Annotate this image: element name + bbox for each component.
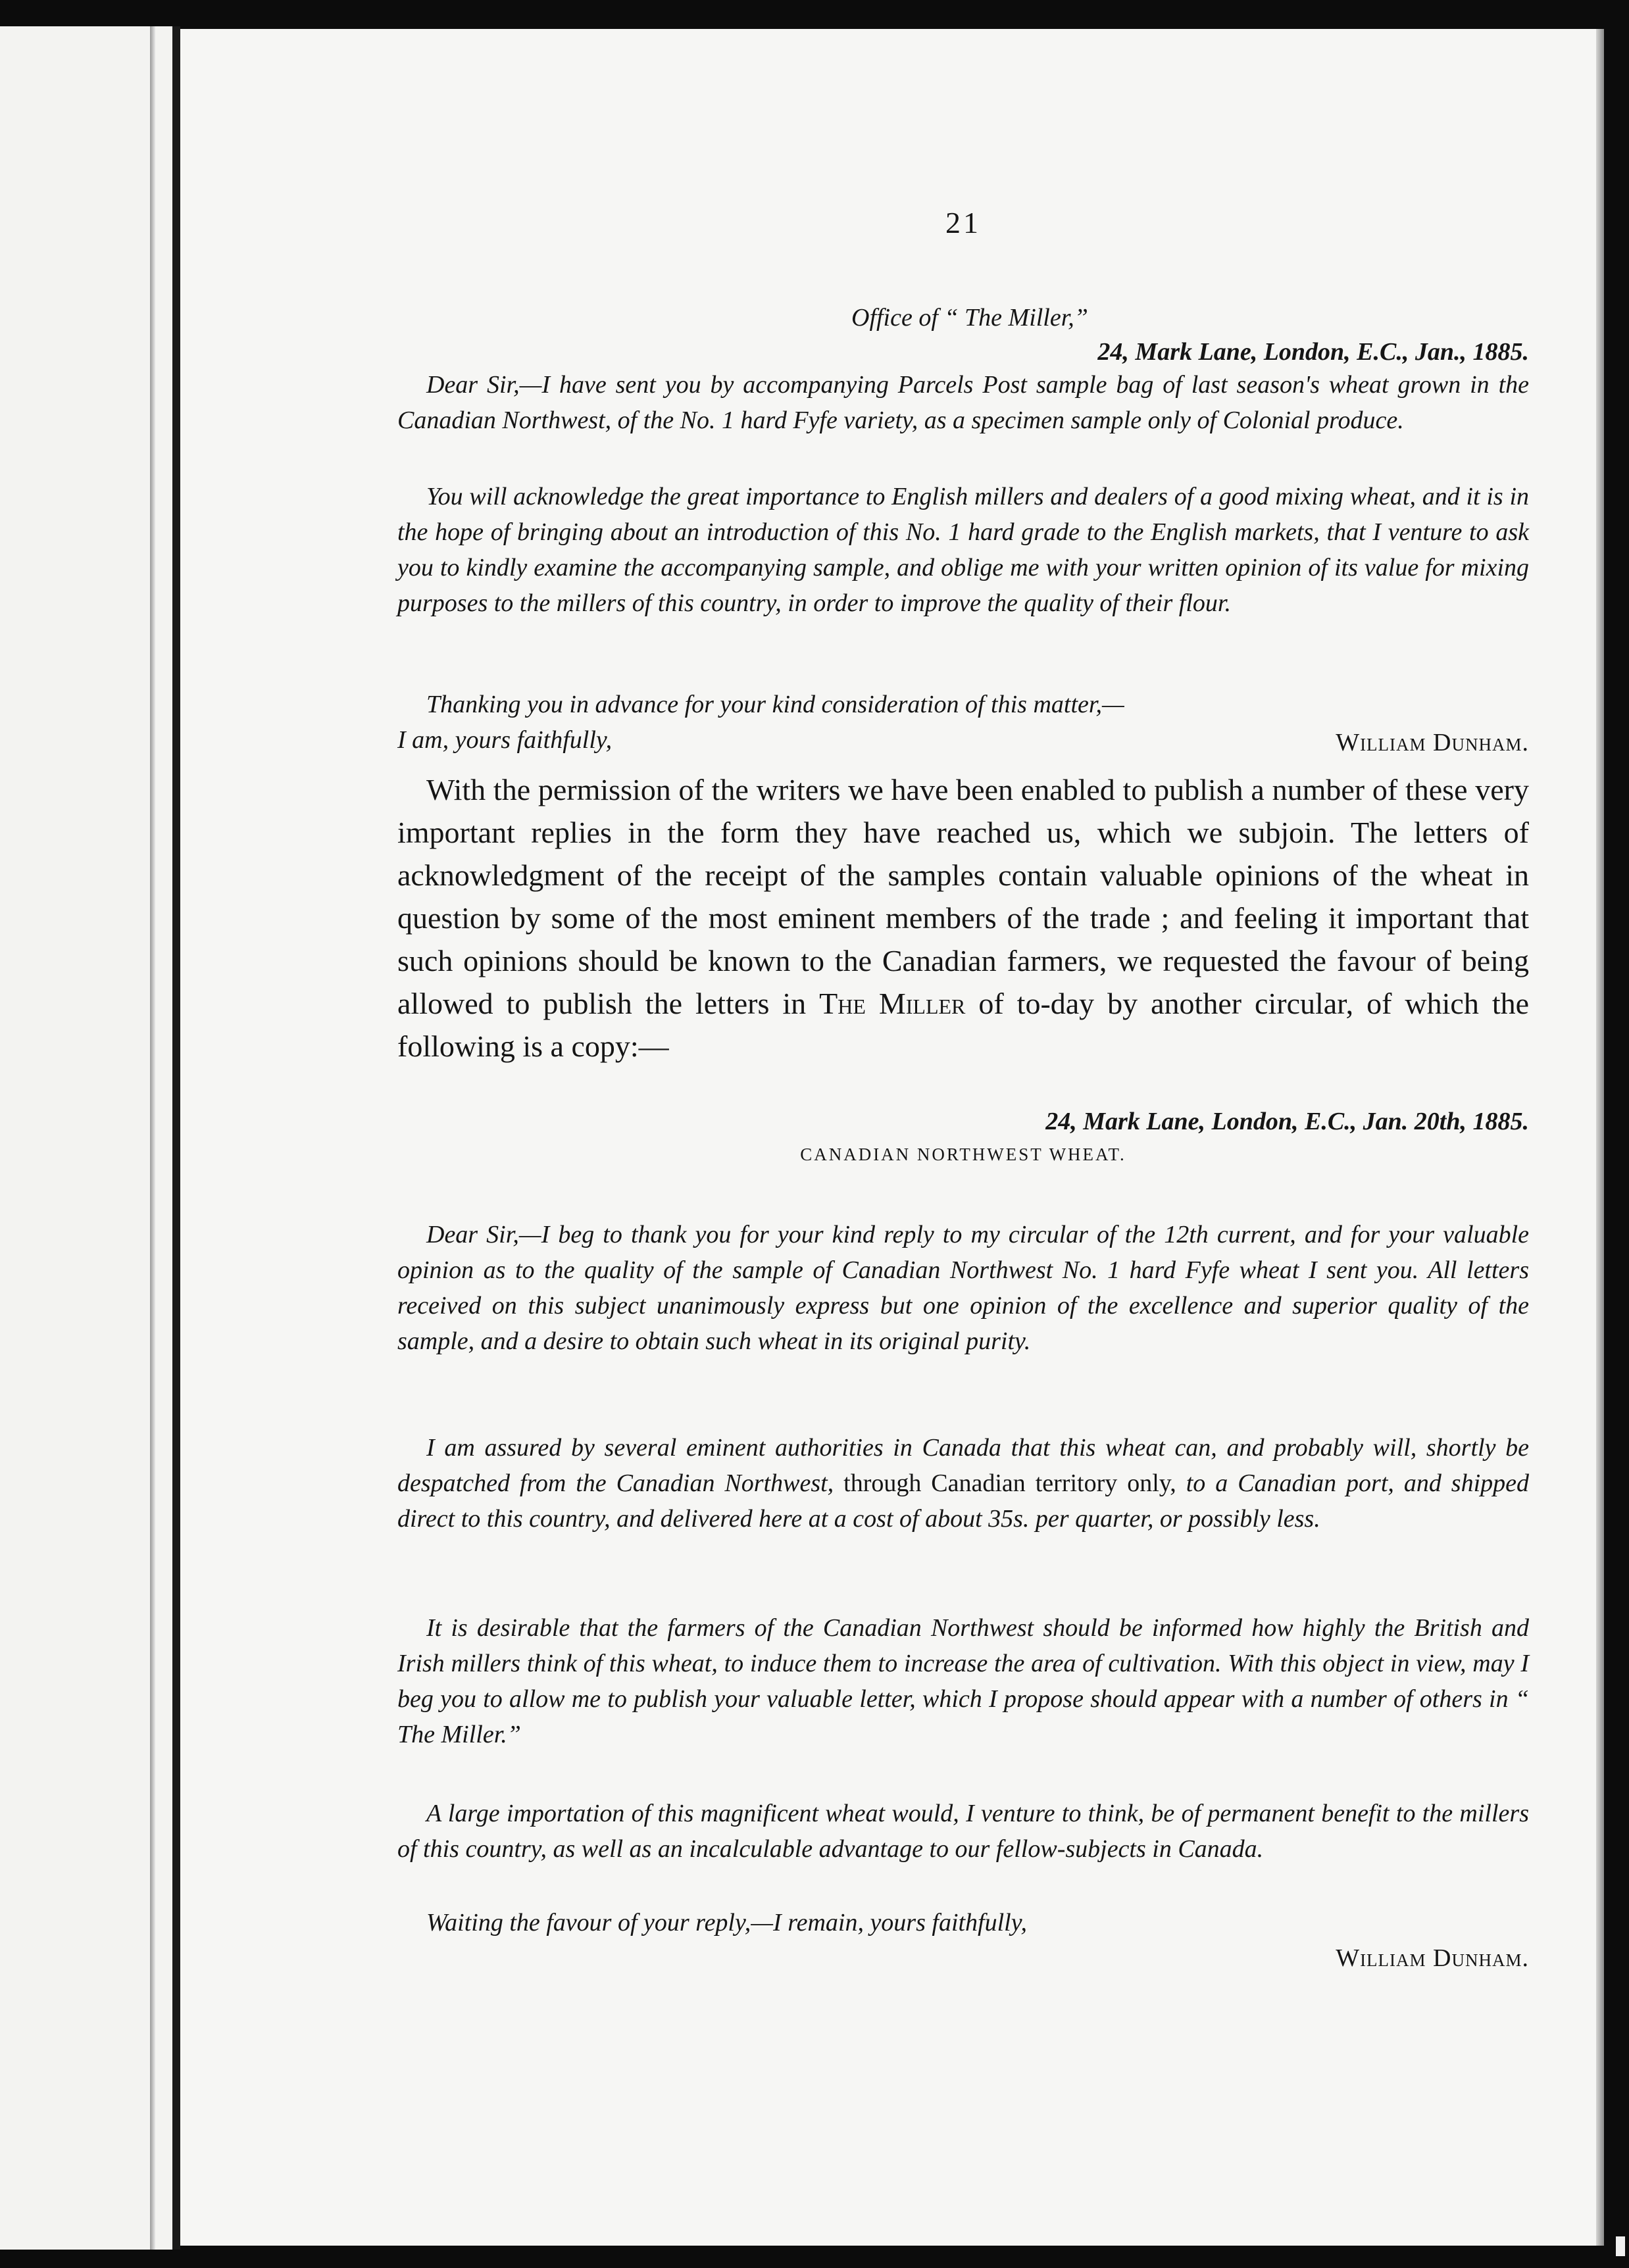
letter2-para2-b: through Canadian territory only, [843, 1469, 1176, 1497]
letter2-para2-a: I am assured by several eminent authorities in Canada that this wheat can, and probably will, shortly be despatched from the Canadian Northwest, [397, 1434, 1529, 1497]
letter2-para3: It is desirable that the farmers of the Canadian Northwest should be informed how highly the British and Irish millers think of this wheat, to induce them to increase the area of cultivation. With this object in view, may I beg you to allow me to publish your valuable letter, which I propose should appear with a number of others in “ The Miller.” [397, 1614, 1529, 1748]
letter2-para5: Waiting the favour of your reply,—I remain, yours faithfully, [426, 1909, 1028, 1936]
letter1-closing: I am, yours faithfully, [397, 726, 613, 754]
letter1-para1: Dear Sir,—I have sent you by accompanying Parcels Post sample bag of last season's wheat grown in the Canadian Northwest, of the No. 1 hard Fyfe variety, as a specimen sample only of Colonial produce. [397, 371, 1529, 434]
letter2-signature: William Dunham. [1336, 1944, 1529, 1972]
page-number: 21 [945, 206, 981, 239]
letter2-para1: Dear Sir,—I beg to thank you for your kind reply to my circular of the 12th current, and for your valuable opinion as to the quality of the sample of Canadian Northwest No. 1 hard Fyfe wheat I sent you. All letters received on this subject unanimously express but one opinion of the excellence and superior quality of the sample, and a desire to obtain such wheat in its original purity. [397, 1221, 1529, 1355]
letter2-para2 [397, 1430, 1529, 1537]
letter2-address: 24, Mark Lane, London, E.C., Jan. 20th, 1885. [1045, 1108, 1529, 1135]
letter1-para2: You will acknowledge the great importance to English millers and dealers of a good mixing wheat, and it is in the hope of bringing about an introduction of this No. 1 hard grade to the English markets, that I venture to ask you to kindly examine the accompanying sample, and oblige me with your written opinion of its value for mixing purposes to the millers of this country, in order to improve the quality of their flour. [397, 483, 1529, 617]
body-text-end: of to-day by another circular, of which the following is a copy:— [397, 987, 1530, 1063]
newspaper-name: The Miller [819, 987, 966, 1020]
body-paragraph [397, 768, 1529, 1068]
letter1-para3: Thanking you in advance for your kind consideration of this matter,— [426, 691, 1124, 718]
book-page [180, 29, 1596, 2246]
scan-corner-mark [1616, 2236, 1625, 2256]
letter2-heading: CANADIAN NORTHWEST WHEAT. [800, 1145, 1126, 1164]
left-page-edge [0, 26, 172, 2250]
letter1-office: Office of “ The Miller,” [851, 304, 1088, 332]
book-gutter [172, 26, 180, 2250]
page-right-edge [1596, 29, 1604, 2246]
letter2-para2-c: to a Canadian port, and shipped direct to this country, and delivered here at a cost of about 35s. per quarter, or possibly less. [397, 1469, 1530, 1533]
letter1-address: 24, Mark Lane, London, E.C., Jan., 1885. [1097, 338, 1529, 366]
letter1-signature: William Dunham. [1336, 729, 1529, 756]
body-text-start: With the permission of the writers we have been enabled to publish a number of these very important replies in the form they have reached us, which we subjoin. The letters of acknowledgment of the receipt of the samples contain valuable opinions of the wheat in question by some of the most eminent members of the trade ; and feeling it important that such opinions should be known to the Canadian farmers, we requested the favour of being allowed to publish the letters in [397, 773, 1529, 1020]
letter2-para4: A large importation of this magnificent wheat would, I venture to think, be of permanent benefit to the millers of this country, as well as an incalculable advantage to our fellow-subjects in Canada. [397, 1800, 1529, 1863]
